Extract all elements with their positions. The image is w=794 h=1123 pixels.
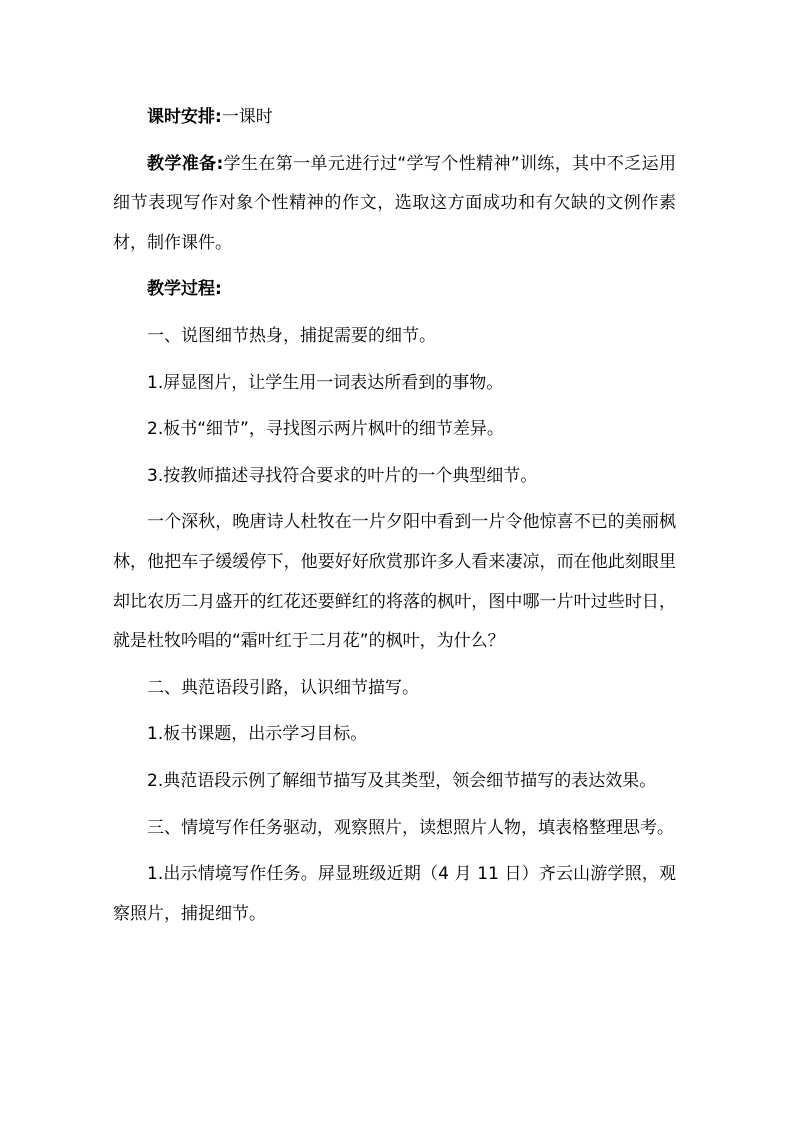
preparation-value: 学生在第一单元进行过“学写个性精神”训练，其中不乏运用细节表现写作对象个性精神的作文，选取这方面成功和有欠缺的文例作素材，制作课件。 (113, 153, 676, 253)
schedule-value: 一课时 (221, 107, 273, 127)
section-2-step-1: 1.板书课题，出示学习目标。 (147, 724, 368, 745)
section-3-heading: 三、情境写作任务驱动，观察照片，读想照片人物，填表格整理思考。 (147, 817, 674, 838)
preparation-paragraph (113, 145, 676, 264)
section-3-step-1: 1.出示情境写作任务。屏显班级近期（4 月 11 日）齐云山游学照，观察照片，捕捉细节。 (113, 864, 676, 924)
section-1-step-1: 1.屏显图片，让学生用一词表达所看到的事物。 (147, 372, 504, 393)
preparation-label: 教学准备: (147, 153, 224, 174)
section-2-heading: 二、典范语段引路，认识细节描写。 (147, 677, 419, 698)
section-1-step-3: 3.按教师描述寻找符合要求的叶片的一个典型细节。 (147, 465, 538, 486)
section-1-heading: 一、说图细节热身，捕捉需要的细节。 (147, 325, 436, 346)
section-1-step-2: 2.板书“细节”，寻找图示两片枫叶的细节差异。 (147, 419, 504, 440)
schedule-paragraph (113, 98, 676, 138)
section-2-step-2: 2.典范语段示例了解细节描写及其类型，领会细节描写的表达效果。 (147, 770, 657, 791)
schedule-label: 课时安排: (147, 107, 222, 127)
process-label: 教学过程: (147, 279, 222, 300)
section-1-description: 一个深秋，晚唐诗人杜牧在一片夕阳中看到一片令他惊喜不已的美丽枫林，他把车子缓缓停下，他要好好欣赏那许多人看来凄凉，而在他此刻眼里却比农历二月盛开的红花还要鲜红的将落的枫叶，图中哪一片叶过些时日，就是杜牧吟唱的“霜叶红于二月花”的枫叶，为什么？ (113, 512, 676, 652)
